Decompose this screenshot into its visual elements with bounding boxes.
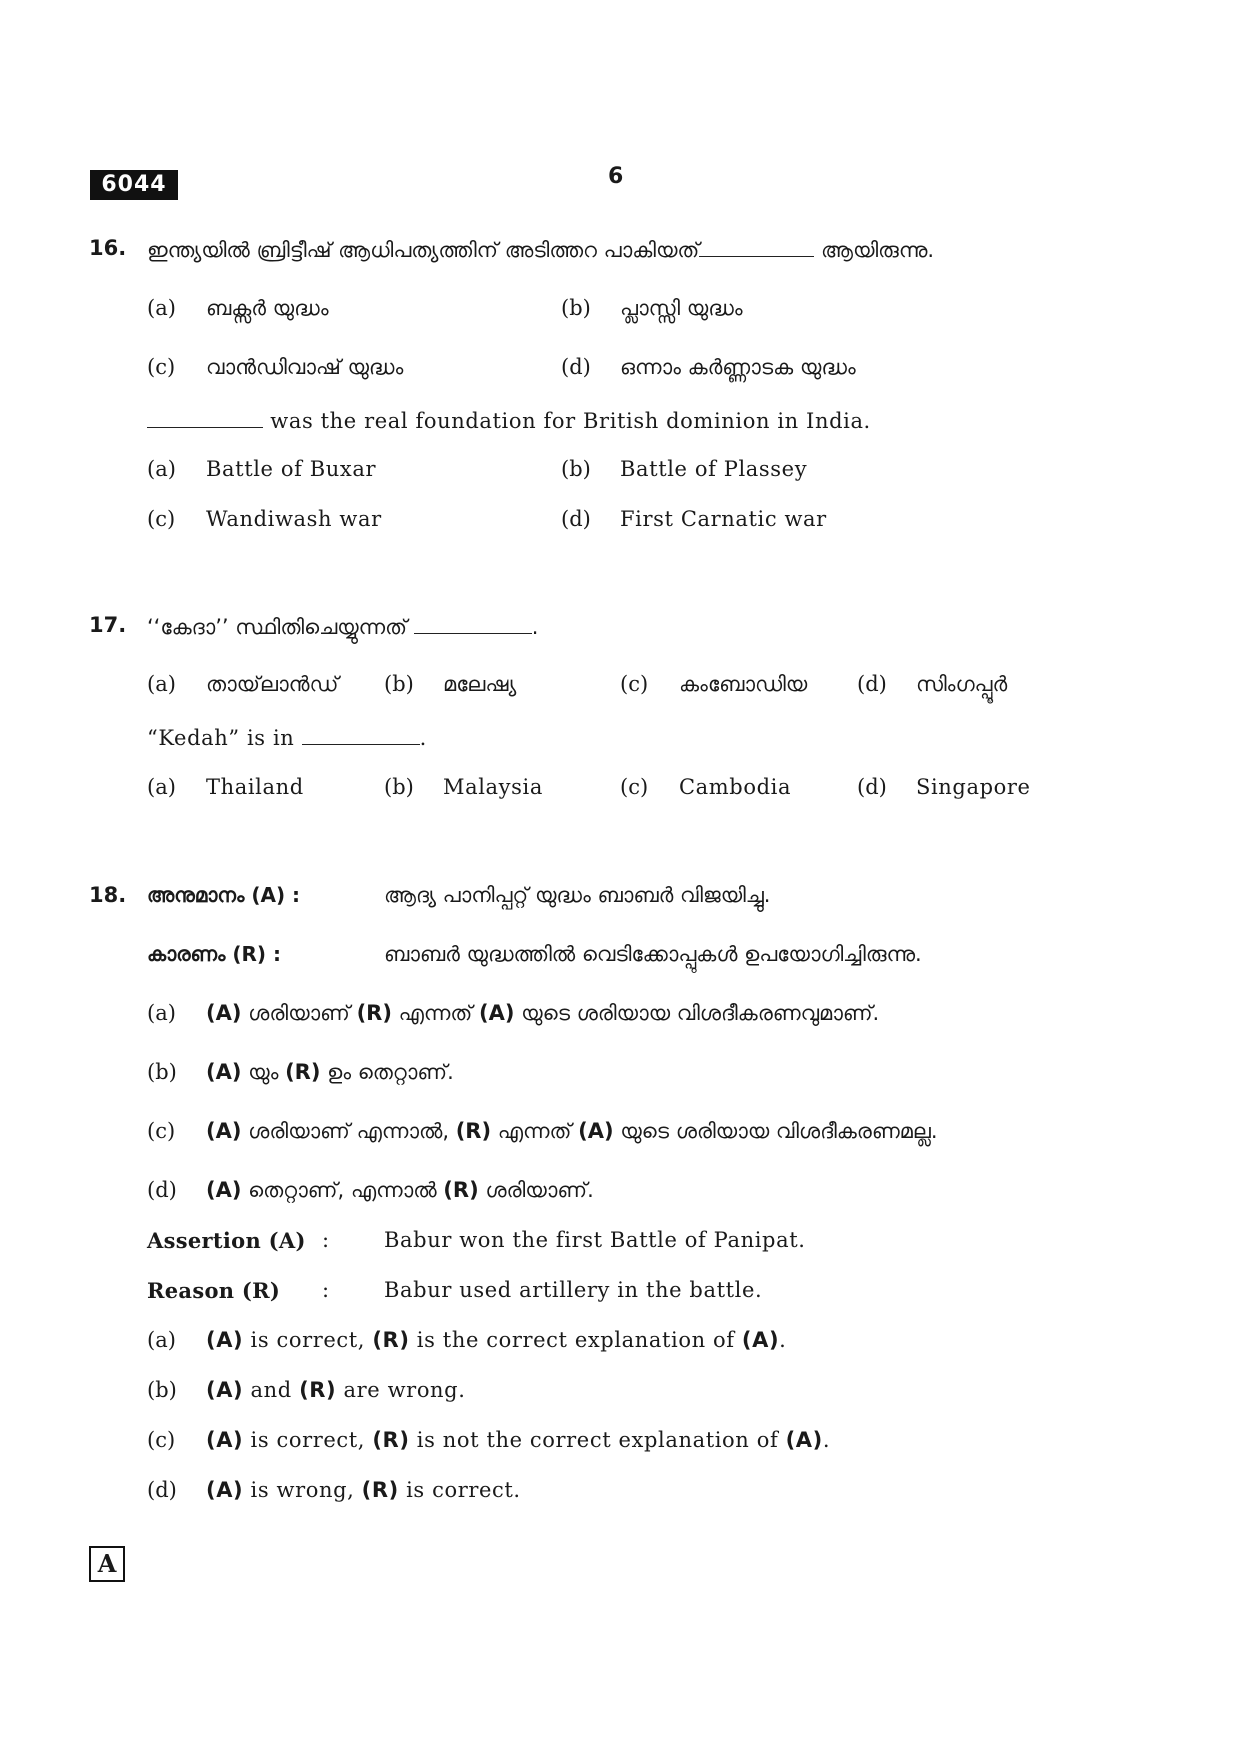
option-text-part: is correct, bbox=[243, 1428, 373, 1452]
question-17-en-end: . bbox=[419, 726, 427, 750]
option-text-part: തെറ്റാണ്, എന്നാൽ bbox=[241, 1178, 444, 1202]
reason-ref: (R) bbox=[361, 1478, 399, 1502]
question-16-ml-text bbox=[147, 236, 934, 263]
reason-ref: (R) bbox=[443, 1178, 479, 1202]
option-text-part: യും bbox=[241, 1060, 286, 1084]
q18-en-option-d-text bbox=[206, 1478, 521, 1502]
question-17-ml-text bbox=[147, 613, 538, 640]
q16-en-option-a-label: (a) bbox=[147, 457, 176, 481]
question-16-en-body: was the real foundation for British dominion in India. bbox=[263, 409, 871, 433]
answer-blank bbox=[302, 724, 420, 745]
q18-ml-option-c-text bbox=[206, 1119, 938, 1144]
en-reason-text: Babur used artillery in the battle. bbox=[384, 1278, 763, 1302]
option-text-part: is the correct explanation of bbox=[409, 1328, 742, 1352]
q16-ml-option-d-label: (d) bbox=[561, 355, 591, 379]
option-text-part: . bbox=[779, 1328, 787, 1352]
option-text-part: ശരിയാണ് bbox=[241, 1001, 357, 1025]
q16-ml-option-b-text: പ്ലാസ്സി യുദ്ധം bbox=[620, 296, 743, 320]
q17-en-option-c-label: (c) bbox=[620, 775, 649, 799]
q16-en-option-d-text: First Carnatic war bbox=[620, 507, 827, 531]
q18-en-option-b-label: (b) bbox=[147, 1378, 177, 1402]
en-assertion-label: Assertion (A) bbox=[147, 1228, 306, 1253]
reason-ref: (R) bbox=[372, 1328, 410, 1352]
q16-ml-option-a-text: ബക്സർ യുദ്ധം bbox=[206, 296, 329, 320]
q16-ml-option-b-label: (b) bbox=[561, 296, 591, 320]
q18-en-option-c-label: (c) bbox=[147, 1428, 176, 1452]
q18-ml-option-a-label: (a) bbox=[147, 1001, 176, 1025]
q16-ml-option-c-text: വാൻഡിവാഷ് യുദ്ധം bbox=[206, 355, 404, 379]
option-text-part: എന്നത് bbox=[391, 1001, 479, 1025]
q17-en-option-c-text: Cambodia bbox=[679, 775, 792, 799]
assertion-ref: (A) bbox=[206, 1478, 244, 1502]
q17-en-option-b-label: (b) bbox=[384, 775, 414, 799]
q17-ml-option-d-text: സിംഗപ്പൂർ bbox=[916, 672, 1008, 696]
reason-ref: (R) bbox=[356, 1001, 392, 1025]
assertion-ref: (A) bbox=[578, 1119, 614, 1143]
assertion-ref: (A) bbox=[206, 1378, 244, 1402]
answer-blank bbox=[147, 407, 263, 428]
option-text-part: ഉം തെറ്റാണ്. bbox=[320, 1060, 454, 1084]
option-text-part: is correct, bbox=[243, 1328, 373, 1352]
assertion-ref: (A) bbox=[741, 1328, 780, 1352]
q17-en-option-b-text: Malaysia bbox=[443, 775, 543, 799]
q17-ml-option-d-label: (d) bbox=[857, 672, 887, 696]
q17-ml-option-c-label: (c) bbox=[620, 672, 649, 696]
q16-en-option-b-text: Battle of Plassey bbox=[620, 457, 808, 481]
answer-blank bbox=[699, 236, 814, 257]
q18-en-option-a-text bbox=[206, 1328, 786, 1352]
q17-en-option-d-text: Singapore bbox=[916, 775, 1031, 799]
reason-ref: (R) bbox=[455, 1119, 492, 1143]
assertion-ref: (A) bbox=[206, 1060, 242, 1084]
assertion-ref: (A) bbox=[206, 1428, 244, 1452]
en-assertion-text: Babur won the first Battle of Panipat. bbox=[384, 1228, 806, 1252]
q16-ml-option-a-label: (a) bbox=[147, 296, 176, 320]
question-17-en-body: “Kedah” is in bbox=[147, 726, 302, 750]
question-17-en-text bbox=[147, 724, 427, 750]
q18-en-option-b-text bbox=[206, 1378, 466, 1402]
option-text-part: is not the correct explanation of bbox=[409, 1428, 786, 1452]
q17-en-option-d-label: (d) bbox=[857, 775, 887, 799]
ml-reason-label: കാരണം (R) : bbox=[147, 942, 282, 966]
reason-ref: (R) bbox=[372, 1428, 410, 1452]
assertion-ref: (A) bbox=[206, 1119, 242, 1143]
q18-ml-option-b-label: (b) bbox=[147, 1060, 177, 1084]
assertion-ref: (A) bbox=[785, 1428, 823, 1452]
option-text-part: യുടെ ശരിയായ വിശദീകരണമല്ല. bbox=[613, 1119, 938, 1143]
en-assertion-colon: : bbox=[322, 1228, 330, 1252]
assertion-ref: (A) bbox=[206, 1328, 244, 1352]
question-18-number: 18. bbox=[89, 883, 127, 907]
page-number: 6 bbox=[608, 164, 624, 189]
q16-en-option-d-label: (d) bbox=[561, 507, 591, 531]
q18-ml-option-a-text bbox=[206, 1001, 879, 1026]
assertion-ref: (A) bbox=[478, 1001, 515, 1025]
en-reason-colon: : bbox=[322, 1278, 330, 1302]
q18-ml-option-d-label: (d) bbox=[147, 1178, 177, 1202]
option-text-part: are wrong. bbox=[336, 1378, 466, 1402]
assertion-ref: (A) bbox=[206, 1178, 242, 1202]
q17-ml-option-c-text: കംബോഡിയ bbox=[679, 672, 808, 696]
q18-ml-option-b-text bbox=[206, 1060, 454, 1085]
q16-ml-option-d-text: ഒന്നാം കർണ്ണാടക യുദ്ധം bbox=[620, 355, 856, 379]
q17-ml-option-b-text: മലേഷ്യ bbox=[443, 672, 517, 696]
ml-assertion-text: ആദ്യ പാനിപ്പറ്റ് യുദ്ധം ബാബർ വിജയിച്ചു. bbox=[384, 883, 771, 907]
option-text-part: എന്നത് bbox=[491, 1119, 579, 1143]
q17-en-option-a-label: (a) bbox=[147, 775, 176, 799]
question-16-ml-post: ആയിരുന്നു. bbox=[814, 238, 935, 262]
option-text-part: is correct. bbox=[398, 1478, 521, 1502]
reason-ref: (R) bbox=[299, 1378, 337, 1402]
option-text-part: is wrong, bbox=[243, 1478, 362, 1502]
assertion-ref: (A) bbox=[206, 1001, 242, 1025]
question-17-number: 17. bbox=[89, 613, 127, 637]
q16-en-option-a-text: Battle of Buxar bbox=[206, 457, 377, 481]
question-16-number: 16. bbox=[89, 236, 127, 260]
q18-en-option-a-label: (a) bbox=[147, 1328, 176, 1352]
q17-en-option-a-text: Thailand bbox=[206, 775, 304, 799]
q16-ml-option-c-label: (c) bbox=[147, 355, 176, 379]
q18-ml-option-c-label: (c) bbox=[147, 1119, 176, 1143]
option-text-part: ശരിയാണ് എന്നാൽ, bbox=[241, 1119, 456, 1143]
ml-assertion-label: അനുമാനം (A) : bbox=[147, 883, 301, 907]
q16-en-option-c-text: Wandiwash war bbox=[206, 507, 382, 531]
q17-ml-option-a-text: തായ്‌ലാൻഡ് bbox=[206, 672, 339, 696]
version-mark-box: A bbox=[89, 1546, 125, 1582]
q17-ml-option-b-label: (b) bbox=[384, 672, 414, 696]
reason-ref: (R) bbox=[285, 1060, 321, 1084]
paper-code-badge: 6044 bbox=[90, 170, 178, 200]
q17-ml-option-a-label: (a) bbox=[147, 672, 176, 696]
option-text-part: . bbox=[822, 1428, 831, 1452]
question-17-ml-body: ‘‘കേദാ’’ സ്ഥിതിചെയ്യുന്നത് bbox=[147, 615, 414, 639]
option-text-part: യുടെ ശരിയായ വിശദീകരണവുമാണ്. bbox=[514, 1001, 880, 1025]
option-text-part: and bbox=[243, 1378, 300, 1402]
question-16-en-text bbox=[147, 407, 871, 433]
option-text-part: ശരിയാണ്. bbox=[478, 1178, 594, 1202]
question-16-ml-pre: ഇന്ത്യയിൽ ബ്രിട്ടീഷ് ആധിപത്യത്തിന് അടിത്തറ പാകിയത് bbox=[147, 238, 700, 262]
answer-blank bbox=[414, 613, 532, 634]
q18-en-option-c-text bbox=[206, 1428, 830, 1452]
q16-en-option-b-label: (b) bbox=[561, 457, 591, 481]
q16-en-option-c-label: (c) bbox=[147, 507, 176, 531]
en-reason-label: Reason (R) bbox=[147, 1278, 281, 1303]
question-17-ml-end: . bbox=[531, 615, 539, 639]
ml-reason-text: ബാബർ യുദ്ധത്തിൽ വെടിക്കോപ്പുകൾ ഉപയോഗിച്ചിരുന്നു. bbox=[384, 942, 922, 966]
q18-ml-option-d-text bbox=[206, 1178, 594, 1203]
q18-en-option-d-label: (d) bbox=[147, 1478, 177, 1502]
